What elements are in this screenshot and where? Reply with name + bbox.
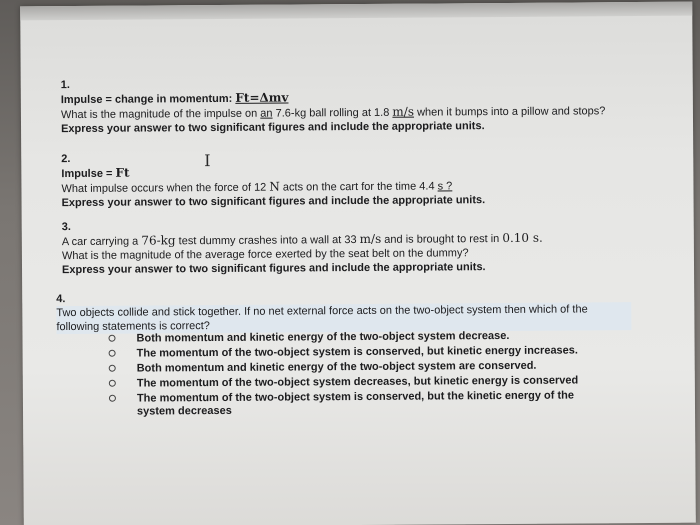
question-4: [56, 288, 631, 334]
option-label: The momentum of the two-object system is conserved, but kinetic energy increases.: [136, 344, 578, 360]
top-strip: [20, 2, 692, 21]
option-label: Both momentum and kinetic energy of the two-object system are conserved.: [136, 359, 537, 375]
impulse-label: Impulse =: [61, 167, 116, 181]
instruction: Express your answer to two significant figures and include the appropriate units.: [61, 261, 486, 277]
option-5[interactable]: [101, 389, 601, 418]
impulse-formula: Ft=Δmv: [235, 90, 289, 105]
option-label: The momentum of the two-object system is conserved, but the kinetic energy of the system decreases: [136, 389, 574, 418]
time-value: 0.10 s.: [502, 230, 543, 245]
impulse-label: Impulse = change in momentum:: [60, 92, 236, 107]
option-label: Both momentum and kinetic energy of the two-object system decrease.: [136, 329, 510, 345]
option-3[interactable]: [101, 359, 601, 375]
radio-circle-icon[interactable]: [109, 380, 116, 387]
question-part: What is the magnitude of the impulse on: [60, 107, 261, 122]
question-2: [61, 148, 621, 210]
time-value: s ?: [437, 180, 453, 193]
option-1[interactable]: [100, 329, 600, 345]
question-number: 2.: [61, 153, 71, 166]
answer-options: [100, 329, 601, 420]
instruction: Express your answer to two significant figures and include the appropriate units.: [61, 120, 485, 136]
question-part: acts on the cart for the time 4.4: [279, 180, 438, 194]
option-4[interactable]: [101, 374, 601, 390]
question-part: 7.6-kg ball rolling at 1.8: [272, 106, 393, 120]
radio-circle-icon[interactable]: [109, 365, 116, 372]
mass-value: 76-kg: [141, 233, 176, 248]
question-number: 1.: [60, 79, 70, 92]
question-part: test dummy crashes into a wall at 33: [175, 233, 360, 248]
word-an: an: [260, 107, 273, 120]
worksheet-paper: [20, 2, 696, 525]
unit: N: [269, 179, 280, 194]
option-2[interactable]: [101, 344, 601, 360]
question-part: What impulse occurs when the force of 12: [61, 181, 270, 196]
instruction: Express your answer to two significant figures and include the appropriate units.: [61, 194, 486, 210]
radio-circle-icon[interactable]: [109, 395, 116, 402]
question-number: 3.: [61, 221, 71, 234]
question-1: [61, 74, 621, 136]
impulse-formula: Ft: [115, 165, 130, 180]
radio-circle-icon[interactable]: [109, 350, 116, 357]
question-number: 4.: [56, 293, 66, 306]
question-text-line-2: What is the magnitude of the average force exerted by the seat belt on the dummy?: [61, 247, 469, 263]
radio-circle-icon[interactable]: [108, 335, 115, 342]
question-part: and is brought to rest in: [381, 232, 503, 246]
text-cursor-icon: I: [204, 151, 211, 171]
question-3: [62, 216, 622, 277]
unit: m/s: [359, 231, 382, 246]
option-label: The momentum of the two-object system decreases, but kinetic energy is conserved: [136, 374, 579, 390]
question-text: Two objects collide and stick together. If no net external force acts on the two-object system then which of the following statements is correct?: [56, 302, 631, 334]
question-part: when it bumps into a pillow and stops?: [413, 105, 606, 119]
unit: m/s: [392, 104, 415, 119]
question-part: A car carrying a: [61, 235, 142, 249]
